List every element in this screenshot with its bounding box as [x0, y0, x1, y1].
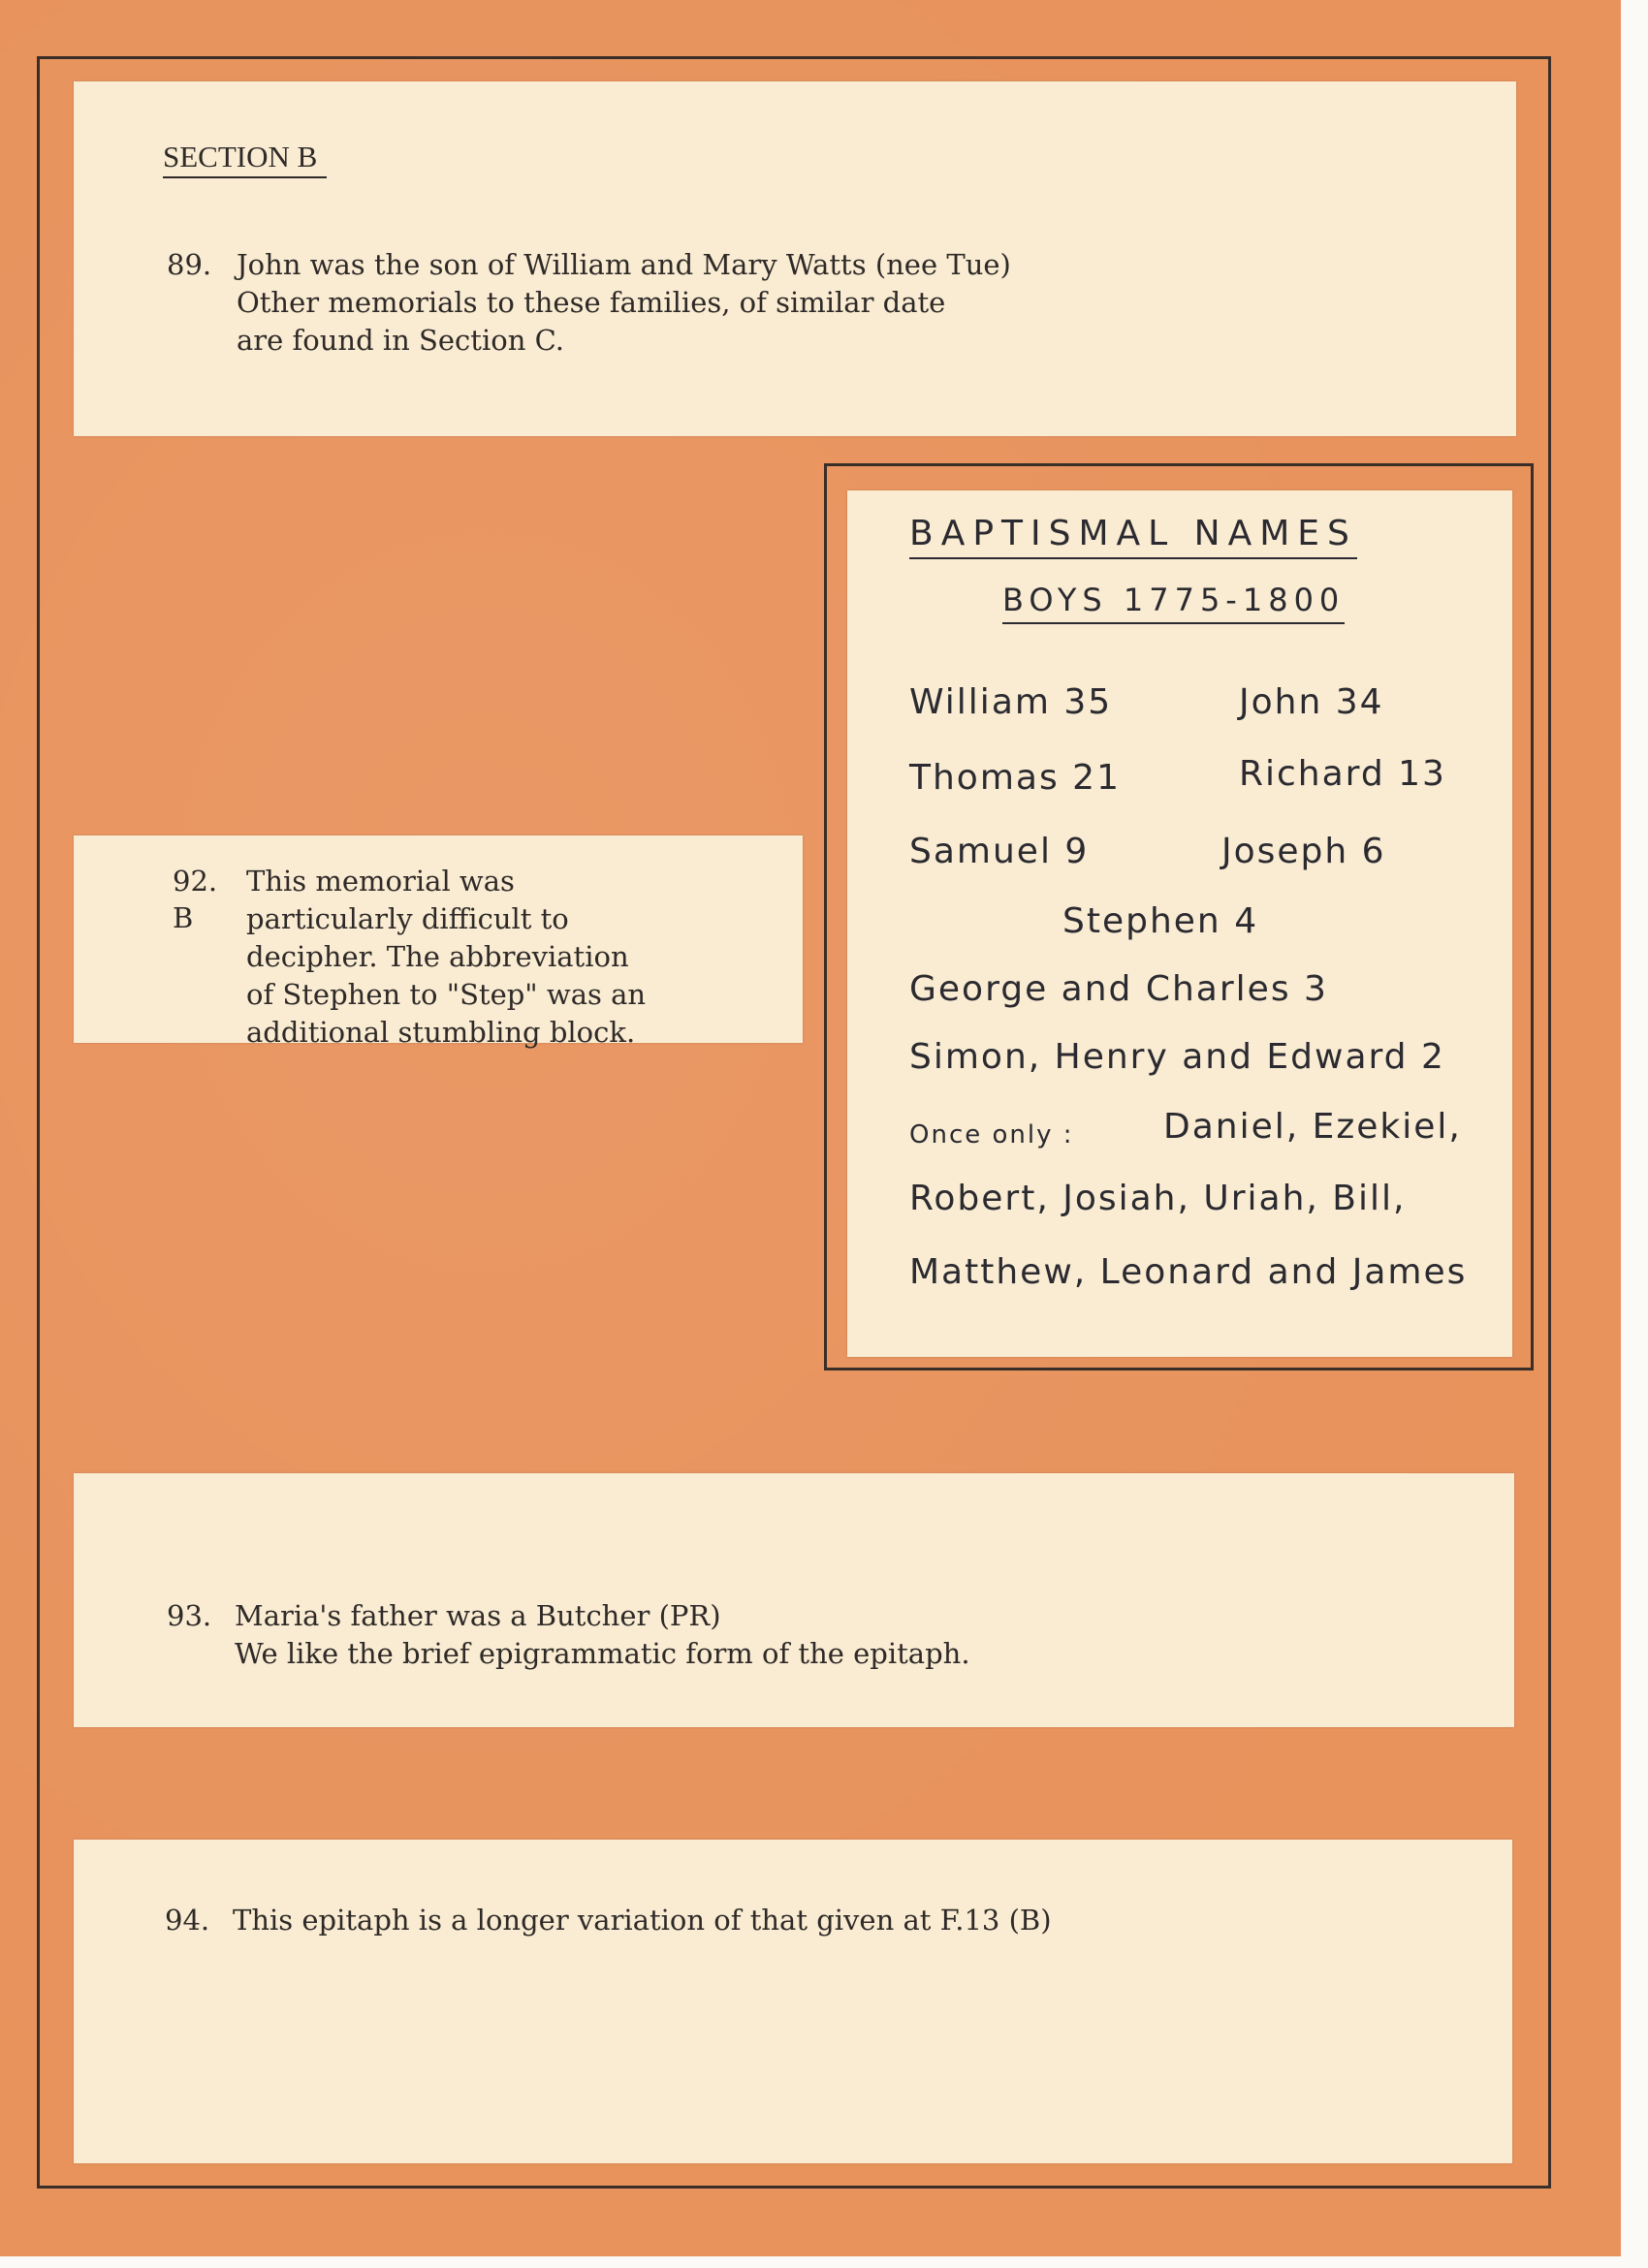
name-count: Simon, Henry and Edward 2: [909, 1037, 1445, 1077]
note-card-93: [74, 1473, 1514, 1727]
note-number: 89.: [167, 248, 212, 281]
name-count: Joseph 6: [1221, 832, 1386, 871]
note-text: [235, 1597, 970, 1673]
note-number: 92.: [173, 865, 218, 898]
note-text: [237, 246, 1011, 360]
note-line: Other memorials to these families, of similar date: [237, 286, 946, 319]
baptismal-names-card: [847, 490, 1512, 1357]
baptismal-subtitle: BOYS 1775-1800: [1002, 582, 1345, 624]
name-count: John 34: [1239, 682, 1384, 722]
note-line: Maria's father was a Butcher (PR): [235, 1599, 721, 1632]
note-line: This memorial was: [246, 865, 515, 898]
name-count: Thomas 21: [909, 758, 1121, 798]
once-only-names: Robert, Josiah, Uriah, Bill,: [909, 1179, 1407, 1218]
baptismal-title: BAPTISMAL NAMES: [909, 514, 1357, 559]
name-count: Richard 13: [1239, 754, 1446, 794]
once-only-label: Once only :: [909, 1120, 1074, 1150]
note-card-92: [74, 835, 803, 1049]
note-card-89: [74, 81, 1516, 436]
note-line: This epitaph is a longer variation of that given at F.13 (B): [233, 1904, 1052, 1937]
note-card-94: [74, 1840, 1512, 2163]
note-text: [246, 863, 646, 1052]
once-only-names: Matthew, Leonard and James: [909, 1252, 1468, 1292]
note-line: decipher. The abbreviation: [246, 940, 629, 973]
name-count: Stephen 4: [1062, 901, 1259, 941]
note-line: are found in Section C.: [237, 324, 564, 357]
name-count: William 35: [909, 682, 1113, 722]
note-line: particularly difficult to: [246, 902, 569, 935]
note-line: John was the son of William and Mary Watts (nee Tue): [237, 248, 1011, 281]
name-count: George and Charles 3: [909, 969, 1328, 1009]
note-line: We like the brief epigrammatic form of the epitaph.: [235, 1637, 970, 1670]
once-only-names: Daniel, Ezekiel,: [1163, 1107, 1462, 1147]
name-count: Samuel 9: [909, 832, 1090, 871]
note-text: [233, 1902, 1052, 1939]
section-heading: SECTION B: [163, 140, 327, 178]
note-number: 93.: [167, 1599, 212, 1632]
note-section-letter: B: [173, 901, 194, 934]
note-line: of Stephen to "Step" was an: [246, 978, 647, 1011]
note-line: additional stumbling block.: [246, 1016, 636, 1049]
note-number: 94.: [165, 1904, 210, 1937]
